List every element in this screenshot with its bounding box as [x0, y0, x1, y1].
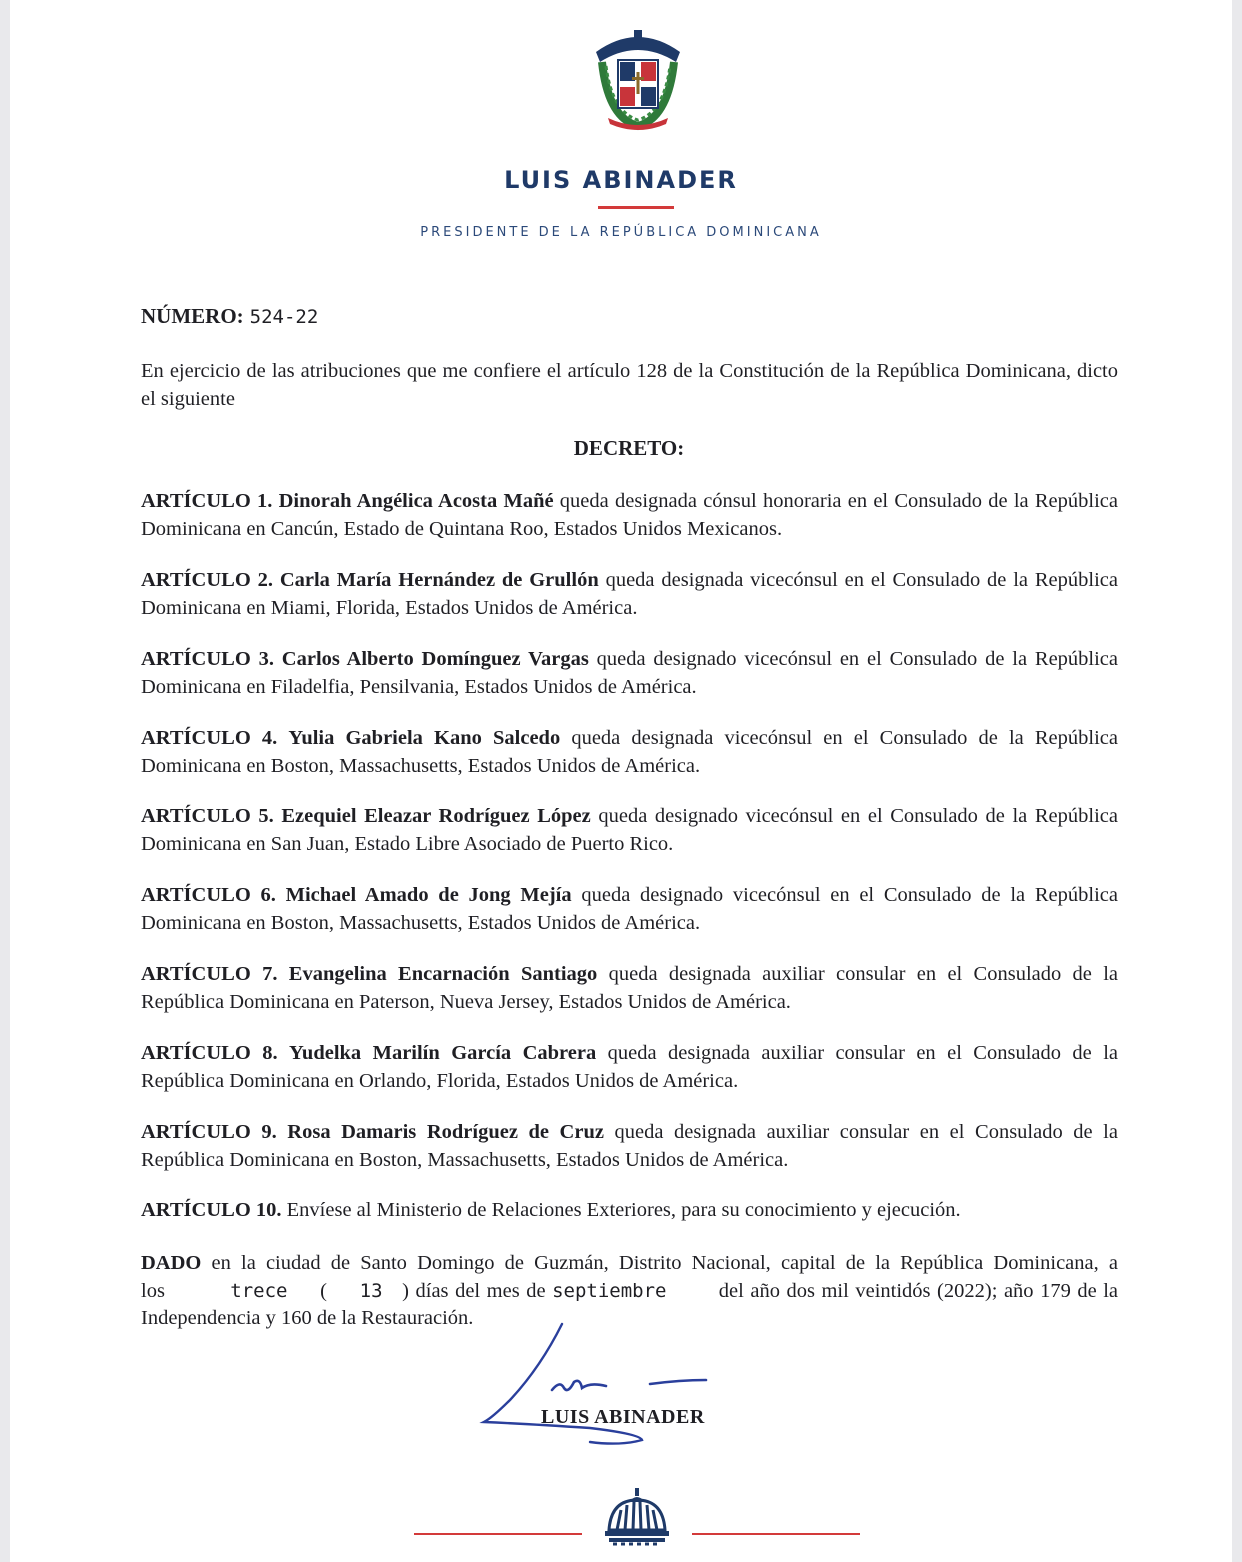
- footer-rule-left: [414, 1533, 582, 1535]
- handwritten-signature-icon: [470, 1318, 730, 1458]
- header-name: LUIS ABINADER: [504, 166, 738, 194]
- article-text: Envíese al Ministerio de Relaciones Exteriores, para su conocimiento y ejecución.: [281, 1199, 961, 1221]
- article-text: queda designada auxiliar consular en el Consulado de la República Dominicana en Orlando, Florida, Estados Unidos de América.: [141, 1042, 1118, 1092]
- dado-text-2: días del mes de: [408, 1279, 546, 1302]
- article-text: queda designada vicecónsul en el Consulado de la República Dominicana en Miami, Florida, Estados Unidos de América.: [141, 569, 1118, 619]
- article-5: [141, 803, 1118, 858]
- article-label: ARTÍCULO 2.: [141, 569, 273, 591]
- article-10: [141, 1197, 1118, 1225]
- article-label: ARTÍCULO 3.: [141, 648, 274, 670]
- article-text: queda designada auxiliar consular en el Consulado de la República Dominicana en Paterson, Nueva Jersey, Estados Unidos de América.: [141, 963, 1118, 1013]
- article-text: queda designada vicecónsul en el Consulado de la República Dominicana en Boston, Massachusetts, Estados Unidos de América.: [141, 727, 1118, 777]
- appointee-name: Dinorah Angélica Acosta Mañé: [278, 490, 554, 512]
- appointee-name: Yudelka Marilín García Cabrera: [289, 1042, 597, 1064]
- article-2: [141, 567, 1118, 622]
- article-4: [141, 725, 1118, 780]
- appointee-name: Rosa Damaris Rodríguez de Cruz: [287, 1121, 604, 1143]
- article-1: [141, 488, 1118, 543]
- article-label: ARTÍCULO 4.: [141, 727, 278, 749]
- numero-label: NÚMERO:: [141, 304, 244, 328]
- article-text: queda designada auxiliar consular en el Consulado de la República Dominicana en Boston, Massachusetts, Estados Unidos de América.: [141, 1121, 1118, 1171]
- article-text: queda designado vicecónsul en el Consulado de la República Dominicana en San Juan, Estado Libre Asociado de Puerto Rico.: [141, 805, 1118, 855]
- appointee-name: Michael Amado de Jong Mejía: [285, 884, 572, 906]
- appointee-name: Ezequiel Eleazar Rodríguez López: [281, 805, 591, 827]
- article-label: ARTÍCULO 7.: [141, 963, 278, 985]
- header-divider: [598, 206, 674, 209]
- appointee-name: Carlos Alberto Domínguez Vargas: [281, 648, 589, 670]
- article-label: ARTÍCULO 1.: [141, 490, 273, 512]
- header-title: PRESIDENTE DE LA REPÚBLICA DOMINICANA: [420, 225, 822, 240]
- national-palace-dome-icon: [603, 1488, 671, 1548]
- article-text: queda designado vicecónsul en el Consulado de la República Dominicana en Boston, Massachusetts, Estados Unidos de América.: [141, 884, 1118, 934]
- article-8: [141, 1040, 1118, 1095]
- dado-text-1: en la ciudad de Santo Domingo de Guzmán, Distrito Nacional, capital de la República Dominicana, a los: [141, 1252, 1118, 1302]
- article-label: ARTÍCULO 6.: [141, 884, 276, 906]
- day-words: trece: [230, 1279, 288, 1302]
- numero-value: 524-22: [249, 306, 319, 328]
- appointee-name: Carla María Hernández de Grullón: [279, 569, 599, 591]
- article-6: [141, 882, 1118, 937]
- decreto-heading: DECRETO:: [573, 436, 685, 460]
- article-label: ARTÍCULO 5.: [141, 805, 274, 827]
- preamble: En ejercicio de las atribuciones que me confiere el artículo 128 de la Constitución de la República Dominicana, dicto el siguiente: [141, 360, 1118, 410]
- dado-text-3: del año dos mil veintidós (2022); año 179 de la Independencia y 160 de la Restauración.: [141, 1279, 1119, 1329]
- article-label: ARTÍCULO 8.: [141, 1042, 278, 1064]
- dado-label: DADO: [141, 1252, 202, 1274]
- article-7: [141, 961, 1118, 1016]
- appointee-name: Evangelina Encarnación Santiago: [288, 963, 598, 985]
- day-number: 13: [359, 1279, 383, 1302]
- signer-name: LUIS ABINADER: [541, 1406, 705, 1428]
- paren-open: (: [320, 1279, 327, 1302]
- article-text: queda designada cónsul honoraria en el Consulado de la República Dominicana en Cancún, Estado de Quintana Roo, Estados Unidos Mexicanos.: [141, 490, 1118, 540]
- article-label: ARTÍCULO 9.: [141, 1121, 277, 1143]
- appointee-name: Yulia Gabriela Kano Salcedo: [288, 727, 561, 749]
- month: septiembre: [552, 1279, 667, 1302]
- article-text: queda designado vicecónsul en el Consulado de la República Dominicana en Filadelfia, Pensilvania, Estados Unidos de América.: [141, 648, 1119, 698]
- article-9: [141, 1119, 1118, 1174]
- article-3: [141, 646, 1118, 701]
- paren-close: ): [402, 1279, 409, 1302]
- decree-number: [141, 304, 318, 329]
- footer-rule-right: [692, 1533, 860, 1535]
- article-label: ARTÍCULO 10.: [141, 1199, 282, 1221]
- coat-of-arms-icon: [578, 22, 698, 134]
